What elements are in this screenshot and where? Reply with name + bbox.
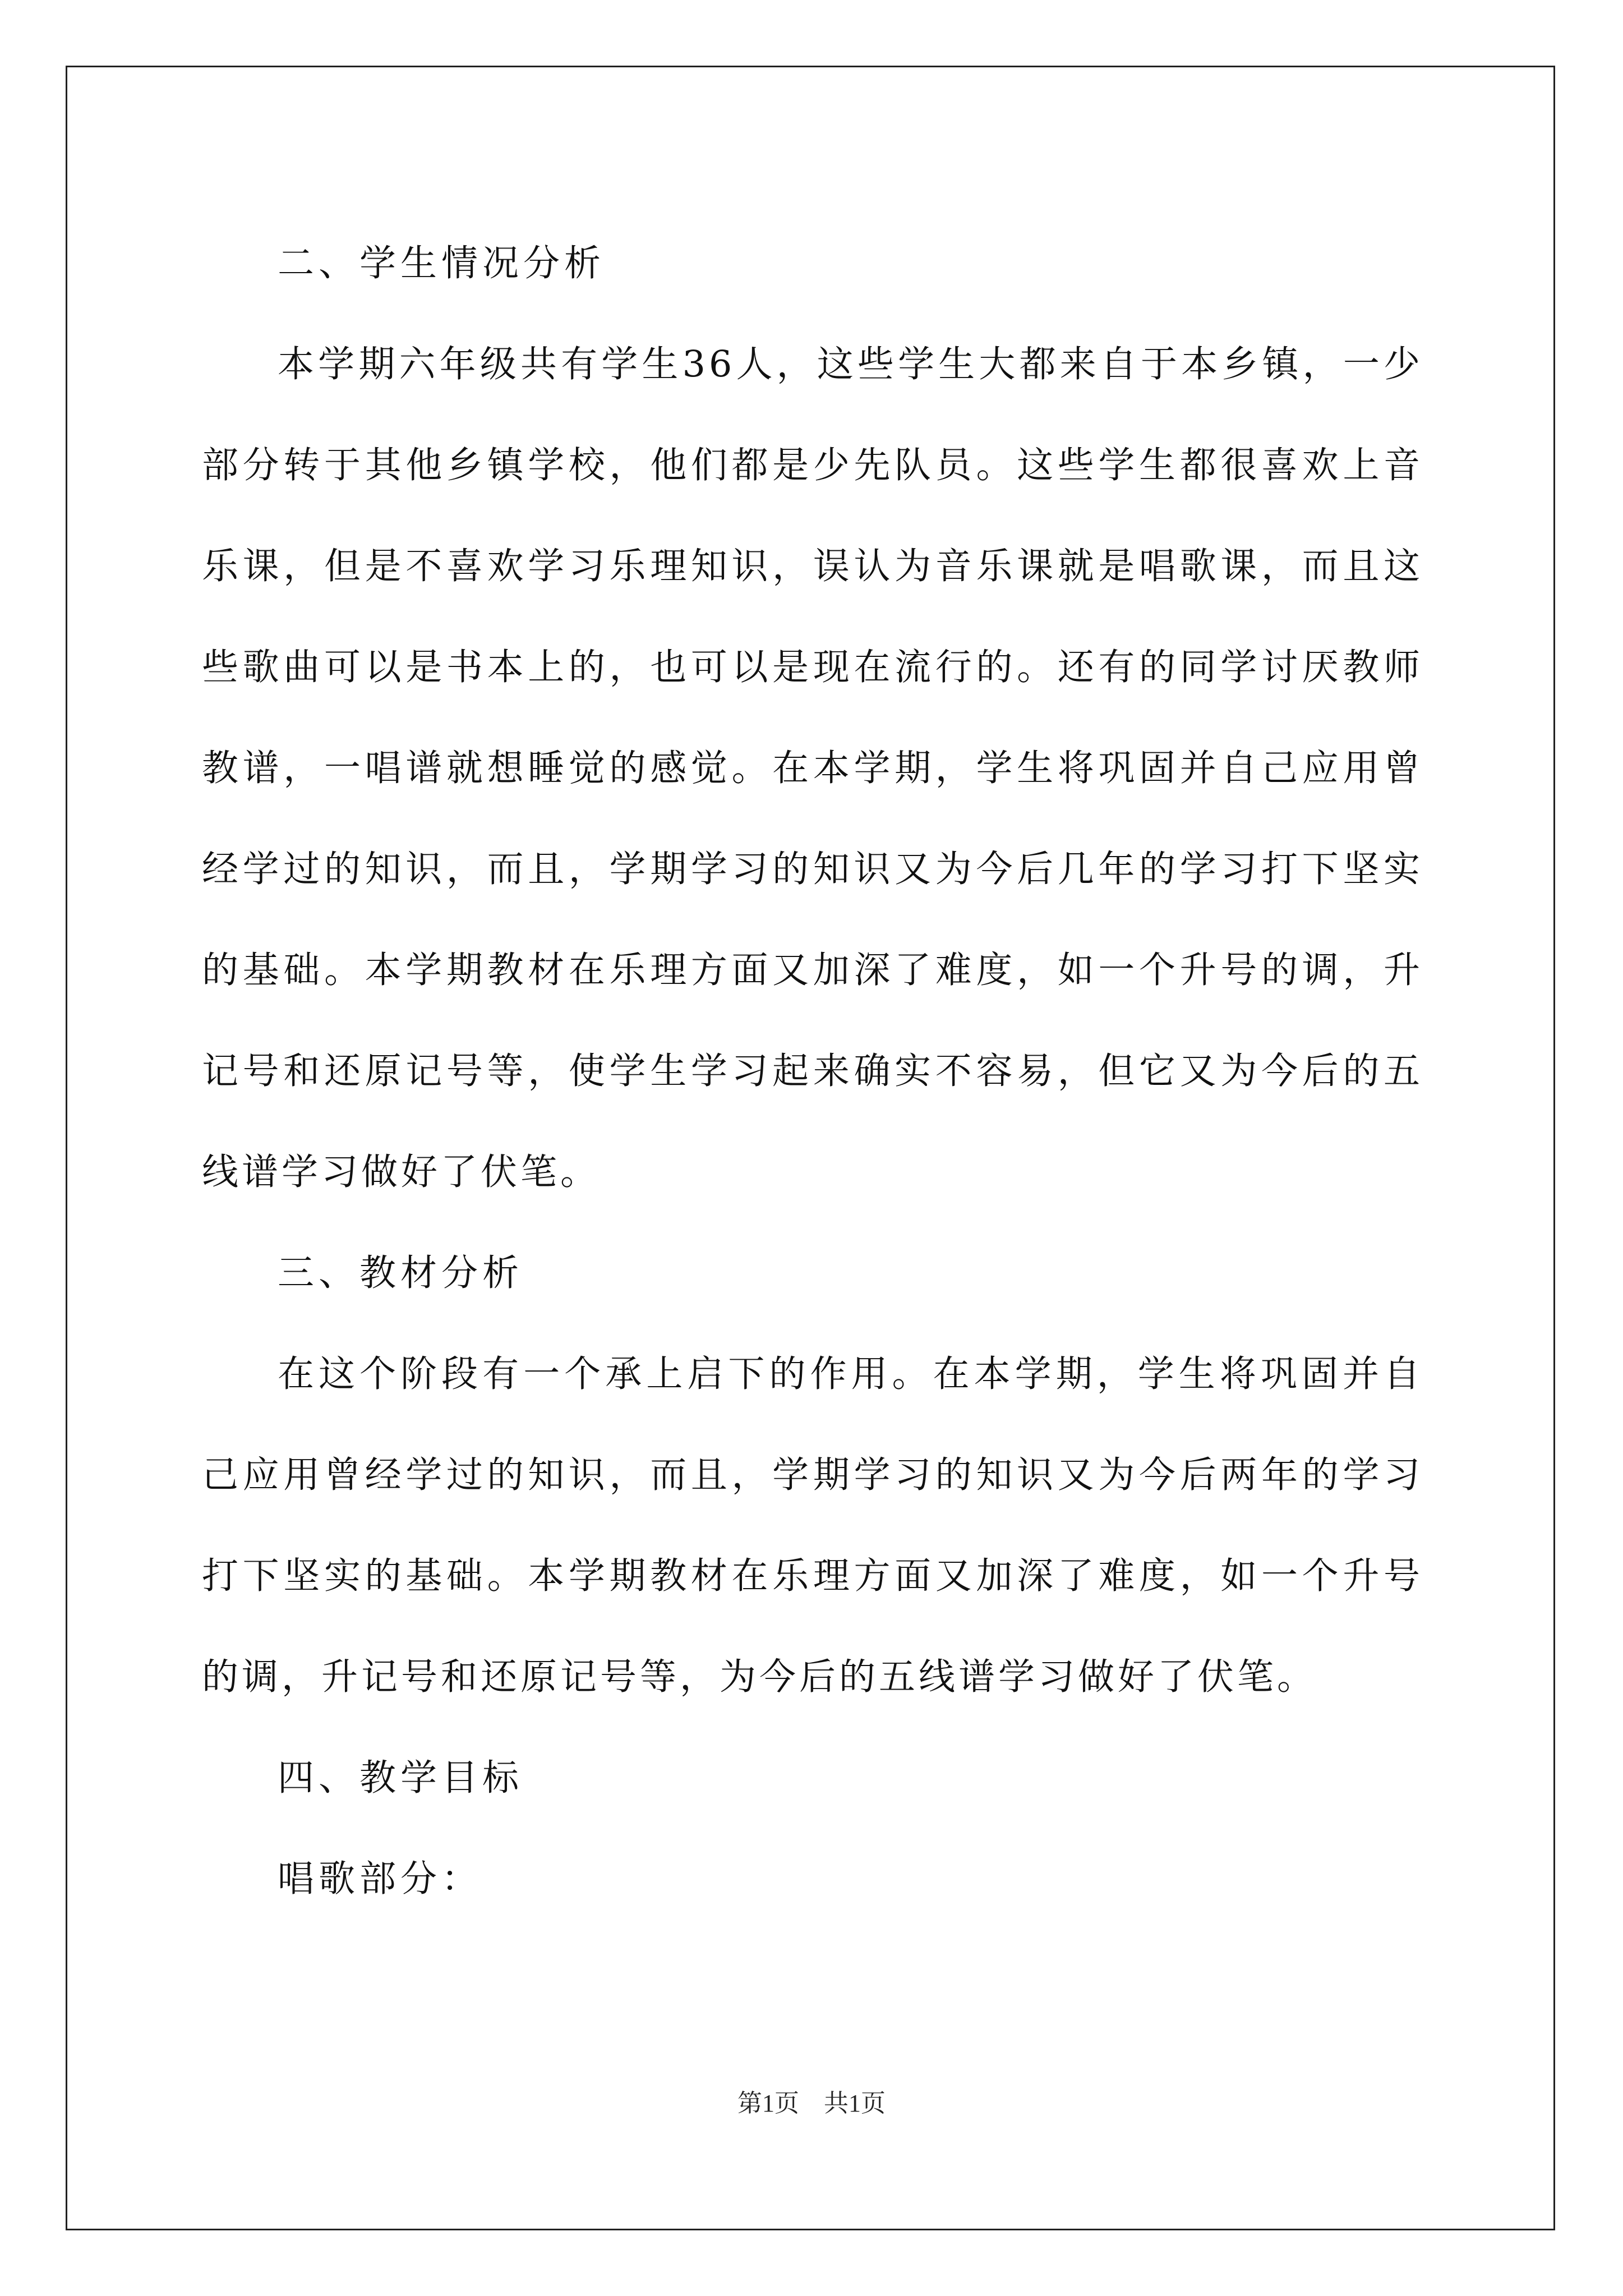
page-footer: 第1页 共1页 [737,2090,886,2117]
subheading-singing-part: 唱歌部分： [278,1858,483,1900]
paragraph-textbook-analysis: 在这个阶段有一个承上启下的作用。在本学期，学生将巩固并自己应用曾经学过的知识，而且，学期学习的知识又为今后两年的学习打下坚实的基础。本学期教材在乐理方面又加深了难度，如一个升号的调，升记号和还原记号等，为今后的五线谱学习做好了伏笔。 [202,1353,1423,1698]
section-heading-textbook-analysis: 三、教材分析 [278,1252,524,1294]
document-body [202,213,1423,1930]
section-heading-teaching-goals: 四、教学目标 [278,1757,524,1799]
paragraph-student-analysis: 本学期六年级共有学生36人，这些学生大都来自于本乡镇，一少部分转于其他乡镇学校，他们都是少先队员。这些学生都很喜欢上音乐课，但是不喜欢学习乐理知识，误认为音乐课就是唱歌课，而且这些歌曲可以是书本上的，也可以是现在流行的。还有的同学讨厌教师教谱，一唱谱就想睡觉的感觉。在本学期，学生将巩固并自己应用曾经学过的知识，而且，学期学习的知识又为今后几年的学习打下坚实的基础。本学期教材在乐理方面又加深了难度，如一个升号的调，升记号和还原记号等，使学生学习起来确实不容易，但它又为今后的五线谱学习做好了伏笔。 [202,343,1423,1193]
section-heading-student-analysis: 二、学生情况分析 [278,242,606,284]
